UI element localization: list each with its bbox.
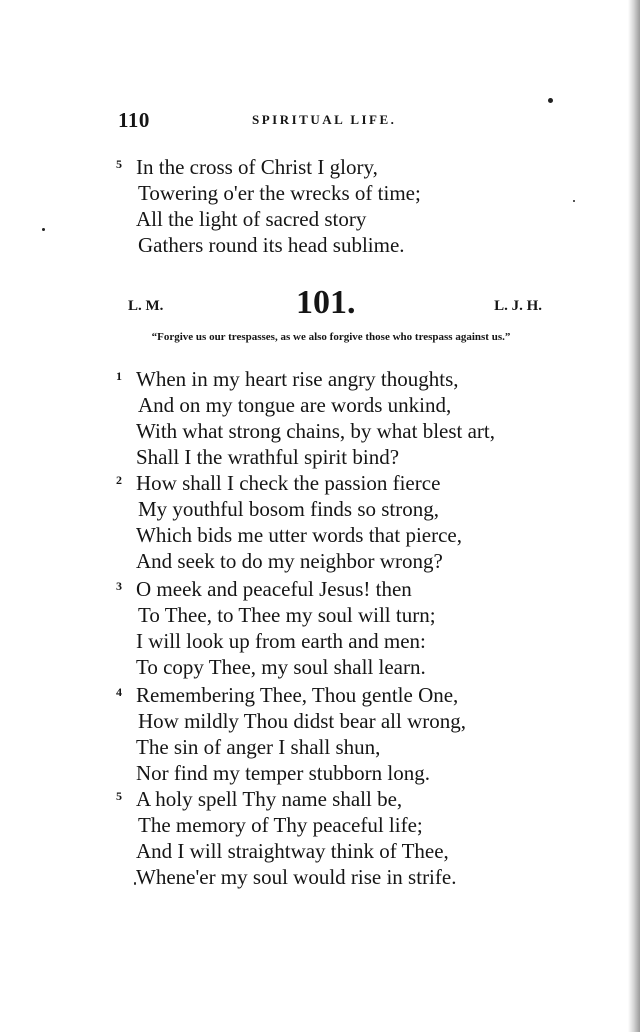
- stanza-line: And on my tongue are words unkind,: [138, 393, 452, 417]
- verse-number: 3: [116, 579, 122, 593]
- stanza-line: My youthful bosom finds so strong,: [138, 497, 440, 521]
- verse-number: 2: [116, 473, 122, 487]
- page-header: [118, 108, 542, 132]
- hymn-number: 101.: [296, 284, 356, 321]
- stanza-line: How mildly Thou didst bear all wrong,: [138, 709, 466, 733]
- stanza-2: [116, 470, 556, 574]
- page-number: 110: [118, 108, 150, 132]
- stanza-line: 5 A holy spell Thy name shall be,: [116, 786, 556, 812]
- stanza-1: [116, 366, 556, 470]
- stanza-line: 5 In the cross of Christ I glory,: [116, 154, 556, 180]
- ink-speck: [42, 228, 45, 231]
- ink-speck: [573, 200, 575, 202]
- stanza-line: 3 O meek and peaceful Jesus! then: [116, 576, 556, 602]
- stanza-line: All the light of sacred story: [136, 207, 367, 231]
- stanza-line: Shall I the wrathful spirit bind?: [136, 445, 400, 469]
- stanza-line: 4 Remembering Thee, Thou gentle One,: [116, 682, 556, 708]
- stanza-line: Nor find my temper stubborn long.: [136, 761, 430, 785]
- stanza-line: Which bids me utter words that pierce,: [136, 523, 462, 547]
- page-edge-shadow: [628, 0, 640, 1032]
- stanza-line: The memory of Thy peaceful life;: [138, 813, 423, 837]
- running-head: SPIRITUAL LIFE.: [252, 112, 397, 127]
- prev-hymn-stanza: [116, 154, 556, 258]
- stanza-line: To copy Thee, my soul shall learn.: [136, 655, 426, 679]
- stanza-line: The sin of anger I shall shun,: [136, 735, 381, 759]
- ink-speck: [548, 98, 553, 103]
- stanza-line: Gathers round its head sublime.: [138, 233, 405, 257]
- stanza-5: [116, 786, 556, 890]
- stanza-line: Whene'er my soul would rise in strife.: [136, 865, 457, 889]
- stanza-line: I will look up from earth and men:: [136, 629, 426, 653]
- stanza-line: Towering o'er the wrecks of time;: [138, 181, 421, 205]
- verse-number: 5: [116, 157, 122, 171]
- stanza-line: And I will straightway think of Thee,: [136, 839, 449, 863]
- hymn-epigraph: “Forgive us our trespasses, as we also forgive those who trespass against us.”: [151, 331, 511, 343]
- verse-number: 1: [116, 369, 122, 383]
- verse-number: 4: [116, 685, 122, 699]
- verse-number: 5: [116, 789, 122, 803]
- stanza-line: To Thee, to Thee my soul will turn;: [138, 603, 436, 627]
- stanza-line: 2 How shall I check the passion fierce: [116, 470, 556, 496]
- hymn-meter: L. M.: [128, 298, 164, 314]
- hymn-author: L. J. H.: [494, 298, 542, 314]
- hymn-heading: [118, 284, 542, 324]
- stanza-line: With what strong chains, by what blest art,: [136, 419, 495, 443]
- stanza-3: [116, 576, 556, 680]
- stanza-4: [116, 682, 556, 786]
- stanza-line: 1 When in my heart rise angry thoughts,: [116, 366, 556, 392]
- stanza-line: And seek to do my neighbor wrong?: [136, 549, 443, 573]
